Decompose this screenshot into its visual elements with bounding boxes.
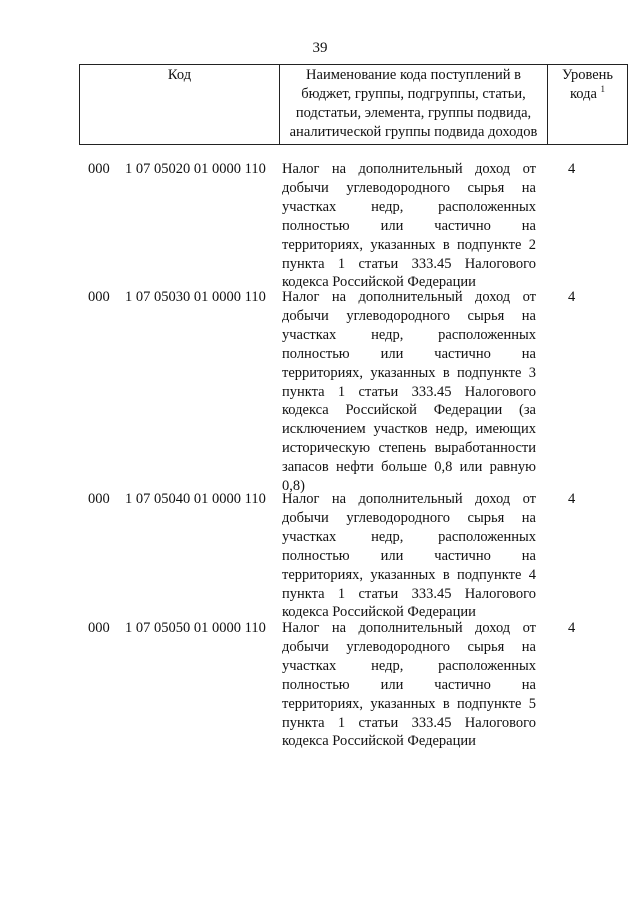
header-code: Код [80,65,280,145]
header-level [548,65,628,145]
row-org-code: 000 [88,289,110,305]
footnote-marker: 1 [600,84,606,95]
row-org-code: 000 [88,620,110,636]
header-level-tail: а [590,86,597,102]
page-number: 39 [312,40,328,56]
row-name: Налог на дополнительный доход от добычи углеводородного сырья на участках недр, расположенных полностью или частично на территориях, указанных в подпункте 5 пункта 1 статьи 333.45 Налогового кодекса Российской Федерации [282,620,536,750]
row-revenue-code: 1 07 05050 01 0000 110 [125,620,266,636]
row-org-code: 000 [88,491,110,507]
row-level: 4 [568,491,576,507]
row-level: 4 [568,620,576,636]
row-revenue-code: 1 07 05030 01 0000 110 [125,289,266,305]
row-name: Налог на дополнительный доход от добычи углеводородного сырья на участках недр, расположенных полностью или частично на территориях, указанных в подпункте 4 пункта 1 статьи 333.45 Налогового кодекса Российской Федерации [282,491,536,621]
row-name: Налог на дополнительный доход от добычи углеводородного сырья на участках недр, расположенных полностью или частично на территориях, указанных в подпункте 3 пункта 1 статьи 333.45 Налогового кодекса Российской Федерации (за исключением участков недр, имеющих историческую степень выработанности запасов нефти больше 0,8 или равную 0,8) [282,289,536,495]
row-revenue-code: 1 07 05020 01 0000 110 [125,161,266,177]
row-name: Налог на дополнительный доход от добычи углеводородного сырья на участках недр, расположенных полностью или частично на территориях, указанных в подпункте 2 пункта 1 статьи 333.45 Налогового кодекса Российской Федерации [282,161,536,291]
row-level: 4 [568,289,576,305]
row-revenue-code: 1 07 05040 01 0000 110 [125,491,266,507]
header-name: Наименование кода поступлений в бюджет, группы, подгруппы, статьи, подстатьи, элемента, группы подвида, аналитической группы подвида доходов [280,65,548,145]
header-level-label: Уровень код [561,67,614,102]
row-level: 4 [568,161,576,177]
table-header [79,64,628,145]
row-org-code: 000 [88,161,110,177]
